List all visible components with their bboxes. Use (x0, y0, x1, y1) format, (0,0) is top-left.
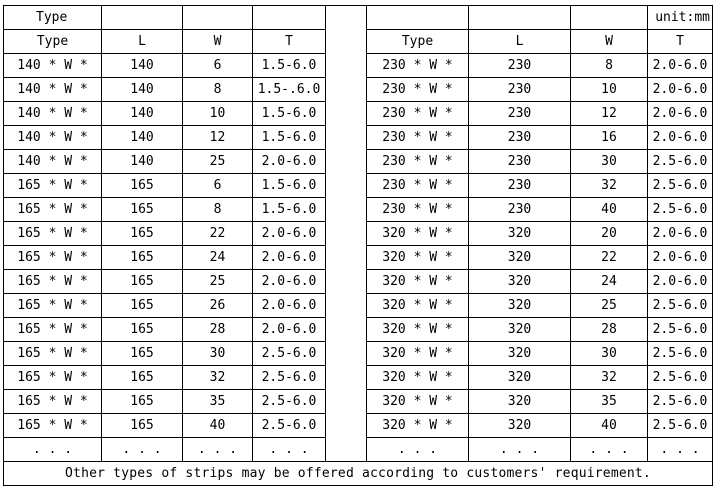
table-row (4, 150, 713, 174)
cell-t-right: 2.5-6.0 (648, 150, 713, 174)
cell-l-right: 230 (469, 150, 571, 174)
cell-w-right: 10 (571, 78, 648, 102)
gap-cell (326, 294, 367, 318)
gap-cell (326, 54, 367, 78)
cell-t-right: 2.0-6.0 (648, 78, 713, 102)
header-t-left: T (253, 30, 326, 54)
empty-cell (571, 6, 648, 30)
cell-w-left: 12 (183, 126, 253, 150)
cell-w-right: 8 (571, 54, 648, 78)
cell-type-left: 165 * W * (4, 294, 102, 318)
cell-t-left: 2.0-6.0 (253, 270, 326, 294)
empty-cell (469, 6, 571, 30)
cell-w-right: 28 (571, 318, 648, 342)
table-body (4, 6, 713, 486)
cell-t-right: 2.0-6.0 (648, 126, 713, 150)
cell-w-left: 40 (183, 414, 253, 438)
cell-w-right: 30 (571, 150, 648, 174)
cell-w-right: . . . (571, 438, 648, 462)
cell-t-right: 2.0-6.0 (648, 102, 713, 126)
header-row (4, 30, 713, 54)
cell-w-right: 32 (571, 174, 648, 198)
table-row (4, 54, 713, 78)
cell-w-right: 20 (571, 222, 648, 246)
cell-type-left: 165 * W * (4, 198, 102, 222)
cell-t-left: 2.0-6.0 (253, 150, 326, 174)
cell-t-right: 2.5-6.0 (648, 390, 713, 414)
cell-t-right: 2.5-6.0 (648, 198, 713, 222)
cell-w-left: 28 (183, 318, 253, 342)
cell-t-right: 2.0-6.0 (648, 222, 713, 246)
cell-type-right: 320 * W * (367, 366, 469, 390)
cell-l-left: 140 (102, 150, 183, 174)
gap-cell (326, 270, 367, 294)
cell-l-right: 230 (469, 54, 571, 78)
gap-cell (326, 78, 367, 102)
cell-l-left: 165 (102, 222, 183, 246)
note-row (4, 462, 713, 486)
cell-l-right: 320 (469, 366, 571, 390)
gap-cell (326, 318, 367, 342)
cell-w-left: 22 (183, 222, 253, 246)
gap-cell (326, 174, 367, 198)
cell-t-left: 2.5-6.0 (253, 342, 326, 366)
header-w-right: W (571, 30, 648, 54)
table-row (4, 318, 713, 342)
cell-type-right: . . . (367, 438, 469, 462)
cell-t-left: 2.0-6.0 (253, 294, 326, 318)
cell-l-right: 230 (469, 174, 571, 198)
table-row (4, 294, 713, 318)
empty-cell (102, 6, 183, 30)
cell-w-right: 25 (571, 294, 648, 318)
cell-type-right: 320 * W * (367, 294, 469, 318)
cell-w-left: 30 (183, 342, 253, 366)
cell-w-left: 25 (183, 150, 253, 174)
cell-t-left: 2.5-6.0 (253, 366, 326, 390)
table-row (4, 102, 713, 126)
gap-cell (326, 126, 367, 150)
gap-cell (326, 246, 367, 270)
cell-t-right: 2.5-6.0 (648, 294, 713, 318)
cell-l-right: 230 (469, 78, 571, 102)
cell-type-left: 140 * W * (4, 126, 102, 150)
cell-l-right: 230 (469, 102, 571, 126)
cell-l-right: 320 (469, 270, 571, 294)
cell-l-right: 320 (469, 390, 571, 414)
cell-w-right: 12 (571, 102, 648, 126)
cell-t-left: 1.5-6.0 (253, 102, 326, 126)
gap-cell (326, 438, 367, 462)
spec-table (3, 5, 713, 486)
footnote: Other types of strips may be offered according to customers' requirement. (4, 462, 713, 486)
title-type-cell: Type (4, 6, 102, 30)
cell-w-left: 26 (183, 294, 253, 318)
cell-l-left: 165 (102, 366, 183, 390)
header-l-left: L (102, 30, 183, 54)
cell-l-left: . . . (102, 438, 183, 462)
table-row (4, 390, 713, 414)
header-l-right: L (469, 30, 571, 54)
cell-type-right: 230 * W * (367, 174, 469, 198)
cell-w-left: 35 (183, 390, 253, 414)
cell-type-left: 165 * W * (4, 174, 102, 198)
cell-t-left: 1.5-6.0 (253, 174, 326, 198)
cell-l-left: 165 (102, 270, 183, 294)
cell-type-right: 230 * W * (367, 78, 469, 102)
cell-t-left: 1.5-6.0 (253, 126, 326, 150)
gap-cell (326, 366, 367, 390)
cell-l-right: 320 (469, 318, 571, 342)
table-row (4, 342, 713, 366)
cell-l-right: 230 (469, 126, 571, 150)
cell-w-left: 8 (183, 78, 253, 102)
cell-type-left: 165 * W * (4, 390, 102, 414)
cell-t-right: 2.5-6.0 (648, 366, 713, 390)
cell-w-right: 16 (571, 126, 648, 150)
empty-cell (253, 6, 326, 30)
cell-t-left: 2.5-6.0 (253, 390, 326, 414)
cell-w-right: 24 (571, 270, 648, 294)
cell-l-right: 230 (469, 198, 571, 222)
cell-type-right: 230 * W * (367, 54, 469, 78)
cell-t-left: 2.0-6.0 (253, 318, 326, 342)
cell-w-left: 25 (183, 270, 253, 294)
cell-w-right: 30 (571, 342, 648, 366)
cell-l-left: 165 (102, 174, 183, 198)
cell-t-right: 2.5-6.0 (648, 318, 713, 342)
cell-type-right: 320 * W * (367, 246, 469, 270)
cell-l-right: . . . (469, 438, 571, 462)
cell-t-left: 1.5-6.0 (253, 54, 326, 78)
empty-cell (183, 6, 253, 30)
cell-l-left: 165 (102, 246, 183, 270)
cell-l-left: 165 (102, 294, 183, 318)
table-row (4, 414, 713, 438)
cell-type-left: 140 * W * (4, 150, 102, 174)
cell-w-left: 6 (183, 174, 253, 198)
unit-cell: unit:mm (648, 6, 713, 30)
cell-type-left: 165 * W * (4, 414, 102, 438)
cell-l-right: 320 (469, 246, 571, 270)
gap-cell (326, 150, 367, 174)
table-row (4, 126, 713, 150)
title-row (4, 6, 713, 30)
cell-t-right: 2.0-6.0 (648, 270, 713, 294)
cell-w-right: 22 (571, 246, 648, 270)
cell-t-right: 2.5-6.0 (648, 414, 713, 438)
cell-type-right: 320 * W * (367, 270, 469, 294)
cell-type-left: 165 * W * (4, 342, 102, 366)
cell-type-right: 230 * W * (367, 150, 469, 174)
table-row (4, 222, 713, 246)
cell-type-left: 165 * W * (4, 318, 102, 342)
cell-t-right: . . . (648, 438, 713, 462)
table-row (4, 78, 713, 102)
cell-w-left: 24 (183, 246, 253, 270)
empty-cell (367, 6, 469, 30)
cell-t-left: 2.0-6.0 (253, 222, 326, 246)
cell-type-left: 140 * W * (4, 54, 102, 78)
header-type-left: Type (4, 30, 102, 54)
cell-l-right: 320 (469, 294, 571, 318)
cell-w-right: 40 (571, 414, 648, 438)
cell-w-left: 8 (183, 198, 253, 222)
cell-t-left: 1.5-.6.0 (253, 78, 326, 102)
cell-l-left: 140 (102, 54, 183, 78)
cell-t-left: 2.0-6.0 (253, 246, 326, 270)
table-row (4, 366, 713, 390)
header-type-right: Type (367, 30, 469, 54)
cell-t-left: . . . (253, 438, 326, 462)
gap-cell (326, 102, 367, 126)
cell-type-right: 320 * W * (367, 222, 469, 246)
cell-type-right: 320 * W * (367, 390, 469, 414)
gap-cell (326, 390, 367, 414)
cell-l-right: 320 (469, 414, 571, 438)
cell-type-left: 165 * W * (4, 222, 102, 246)
cell-type-left: 140 * W * (4, 102, 102, 126)
table-row (4, 270, 713, 294)
cell-l-left: 165 (102, 342, 183, 366)
cell-l-left: 165 (102, 318, 183, 342)
cell-type-right: 320 * W * (367, 318, 469, 342)
cell-w-right: 35 (571, 390, 648, 414)
cell-w-right: 40 (571, 198, 648, 222)
gap-cell (326, 30, 367, 54)
cell-l-left: 140 (102, 126, 183, 150)
cell-l-left: 165 (102, 414, 183, 438)
gap-cell (326, 6, 367, 30)
cell-type-right: 230 * W * (367, 126, 469, 150)
header-w-left: W (183, 30, 253, 54)
gap-cell (326, 414, 367, 438)
cell-w-left: 32 (183, 366, 253, 390)
cell-t-left: 2.5-6.0 (253, 414, 326, 438)
cell-w-right: 32 (571, 366, 648, 390)
cell-l-right: 320 (469, 222, 571, 246)
cell-l-left: 140 (102, 78, 183, 102)
cell-type-left: 165 * W * (4, 246, 102, 270)
cell-type-left: . . . (4, 438, 102, 462)
gap-cell (326, 342, 367, 366)
cell-type-right: 320 * W * (367, 342, 469, 366)
cell-type-left: 165 * W * (4, 366, 102, 390)
table-row (4, 246, 713, 270)
cell-t-right: 2.5-6.0 (648, 342, 713, 366)
table-row (4, 198, 713, 222)
gap-cell (326, 198, 367, 222)
cell-t-right: 2.0-6.0 (648, 246, 713, 270)
cell-type-right: 230 * W * (367, 198, 469, 222)
cell-t-right: 2.5-6.0 (648, 174, 713, 198)
cell-t-left: 1.5-6.0 (253, 198, 326, 222)
cell-l-right: 320 (469, 342, 571, 366)
table-row (4, 174, 713, 198)
cell-l-left: 140 (102, 102, 183, 126)
cell-w-left: . . . (183, 438, 253, 462)
cell-l-left: 165 (102, 198, 183, 222)
table-row (4, 438, 713, 462)
cell-type-left: 165 * W * (4, 270, 102, 294)
cell-type-right: 230 * W * (367, 102, 469, 126)
cell-t-right: 2.0-6.0 (648, 54, 713, 78)
cell-w-left: 6 (183, 54, 253, 78)
cell-type-right: 320 * W * (367, 414, 469, 438)
gap-cell (326, 222, 367, 246)
cell-type-left: 140 * W * (4, 78, 102, 102)
cell-w-left: 10 (183, 102, 253, 126)
cell-l-left: 165 (102, 390, 183, 414)
header-t-right: T (648, 30, 713, 54)
